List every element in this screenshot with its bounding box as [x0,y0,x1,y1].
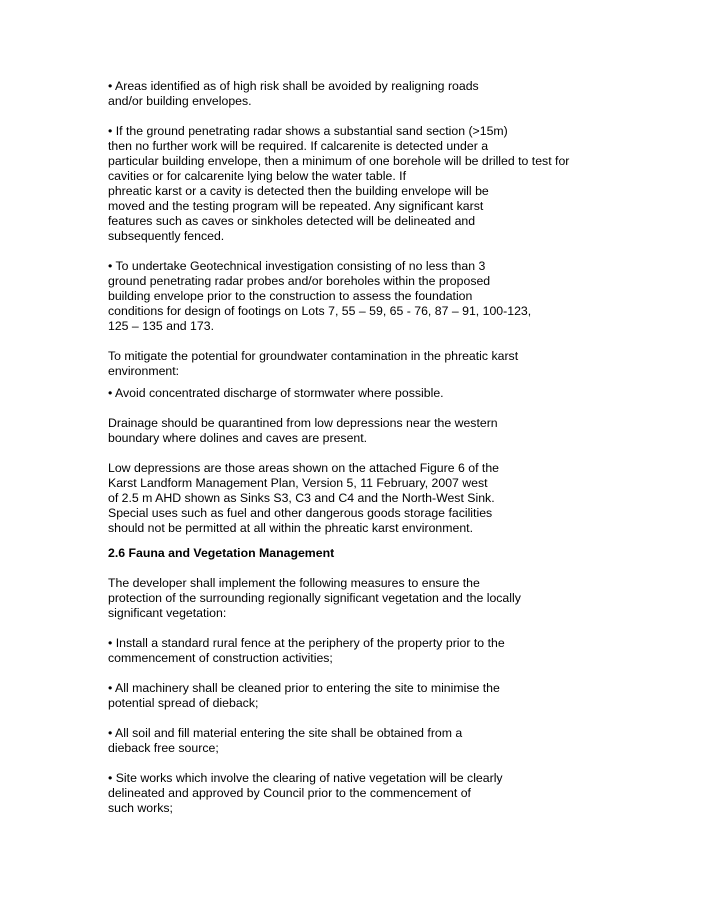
text-line: significant vegetation: [108,606,227,620]
text-line: protection of the surrounding regionally significant vegetation and the locally [108,591,521,605]
text-line: such works; [108,801,173,815]
text-line: of 2.5 m AHD shown as Sinks S3, C3 and C4 and the North-West Sink. [108,491,495,505]
bullet-ground-penetrating-radar [108,124,648,244]
text-line: conditions for design of footings on Lots 7, 55 – 59, 65 - 76, 87 – 91, 100-123, [108,304,532,318]
text-line: commencement of construction activities; [108,651,333,665]
text-line: boundary where dolines and caves are present. [108,431,368,445]
paragraph-groundwater-intro [108,349,648,379]
text-line: Drainage should be quarantined from low depressions near the western [108,416,498,430]
text-line: • All machinery shall be cleaned prior to entering the site to minimise the [108,681,500,695]
paragraph-developer-measures [108,576,648,621]
text-line: particular building envelope, then a minimum of one borehole will be drilled to test for [108,154,570,168]
text-line: Karst Landform Management Plan, Version 5, 11 February, 2007 west [108,476,488,490]
text-line: cavities or for calcarenite lying below the water table. If [108,169,407,183]
paragraph-low-depressions [108,461,648,536]
text-line: • All soil and fill material entering the site shall be obtained from a [108,726,463,740]
text-line: 125 – 135 and 173. [108,319,214,333]
bullet-geotechnical-investigation [108,259,648,334]
text-line: • Areas identified as of high risk shall be avoided by realigning roads [108,79,479,93]
text-line: and/or building envelopes. [108,94,252,108]
section-heading [108,546,648,561]
text-line: • Install a standard rural fence at the periphery of the property prior to the [108,636,505,650]
text-line: Special uses such as fuel and other dangerous goods storage facilities [108,506,493,520]
text-line: features such as caves or sinkholes detected will be delineated and [108,214,476,228]
document-page [108,79,648,816]
text-line: then no further work will be required. If calcarenite is detected under a [108,139,489,153]
bullet-site-works [108,771,648,816]
bullet-rural-fence [108,636,648,666]
section-title: 2.6 Fauna and Vegetation Management [108,546,335,560]
text-line: • Avoid concentrated discharge of stormwater where possible. [108,386,444,400]
text-line: ground penetrating radar probes and/or boreholes within the proposed [108,274,491,288]
text-line: potential spread of dieback; [108,696,259,710]
text-line: The developer shall implement the following measures to ensure the [108,576,480,590]
bullet-soil-fill [108,726,648,756]
text-line: • To undertake Geotechnical investigation consisting of no less than 3 [108,259,486,273]
text-line: • If the ground penetrating radar shows a substantial sand section (>15m) [108,124,508,138]
text-line: should not be permitted at all within the phreatic karst environment. [108,521,474,535]
text-line: • Site works which involve the clearing of native vegetation will be clearly [108,771,503,785]
paragraph-drainage [108,416,648,446]
text-line: dieback free source; [108,741,219,755]
text-line: phreatic karst or a cavity is detected then the building envelope will be [108,184,489,198]
bullet-stormwater [108,386,648,401]
bullet-high-risk-areas [108,79,648,109]
text-line: environment: [108,364,180,378]
text-line: building envelope prior to the construction to assess the foundation [108,289,473,303]
text-line: To mitigate the potential for groundwater contamination in the phreatic karst [108,349,519,363]
text-line: delineated and approved by Council prior to the commencement of [108,786,471,800]
bullet-machinery-cleaning [108,681,648,711]
text-line: moved and the testing program will be repeated. Any significant karst [108,199,484,213]
text-line: Low depressions are those areas shown on the attached Figure 6 of the [108,461,500,475]
text-line: subsequently fenced. [108,229,225,243]
